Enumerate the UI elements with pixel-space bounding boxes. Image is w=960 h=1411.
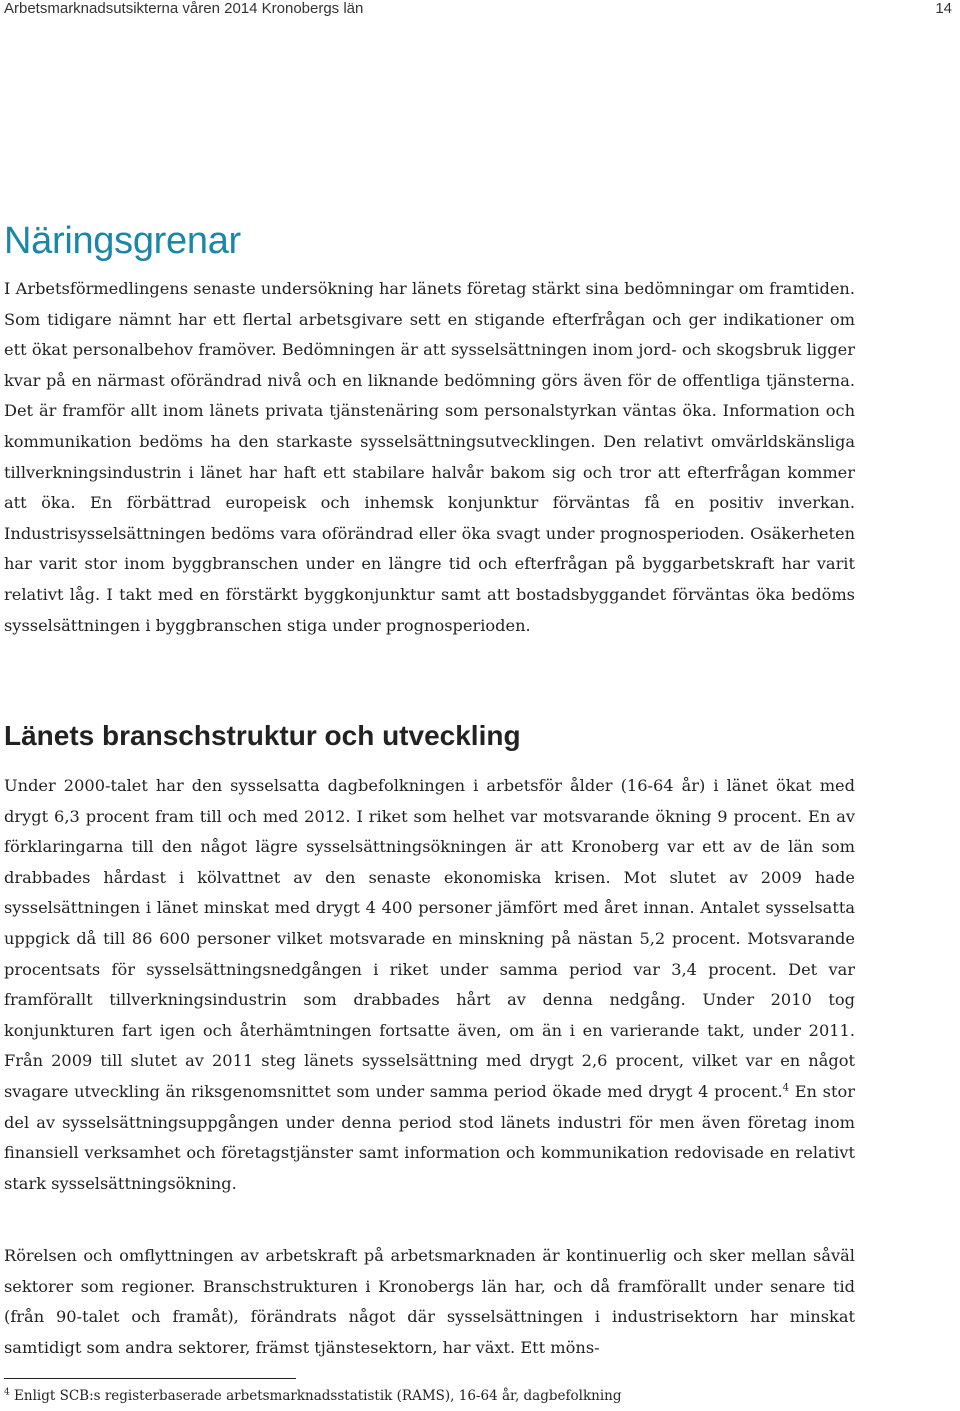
paragraph-text-continued: En stor del av sysselsättningsuppgången under denna period stod länets industri för men även företag inom finansiell verksamhet och företagstjänster samt information och kommunikation redovisade en relativt stark sysselsättningsökning. [4, 1081, 855, 1193]
running-header [4, 0, 952, 20]
paragraph-naringsgrenar: I Arbetsförmedlingens senaste undersökning har länets företag stärkt sina bedömningar om framtiden. Som tidigare nämnt har ett flertal arbetsgivare sett en stigande efterfrågan och ger indikationer om ett ökat personalbehov framöver. Bedömningen är att sysselsättningen inom jord- och skogsbruk ligger kvar på en närmast oförändrad nivå och en liknande bedömning görs även för de offentliga tjänsterna. Det är framför allt inom länets privata tjänstenäring som personalstyrkan väntas öka. Information och kommunikation bedöms ha den starkaste sysselsättningsutvecklingen. Den relativt omvärldskänsliga tillverkningsindustrin i länet har haft ett stabilare halvår bakom sig och tror att efterfrågan kommer att öka. En förbättrad europeisk och inhemsk konjunktur förväntas få en positiv inverkan. Industrisysselsättningen bedöms vara oförändrad eller öka svagt under prognosperioden. Osäkerheten har varit stor inom byggbranschen under en längre tid och efterfrågan på byggarbetskraft har varit relativt låg. I takt med en förstärkt byggkonjunktur samt att bostadsbyggandet förväntas öka bedöms sysselsättningen i byggbranschen stiga under prognosperioden. [4, 279, 855, 635]
document-title: Arbetsmarknadsutsikterna våren 2014 Kronobergs län [4, 0, 364, 17]
paragraph-branschstruktur-2: Rörelsen och omflyttningen av arbetskraft på arbetsmarknaden är kontinuerlig och sker mellan såväl sektorer som regioner. Branschstrukturen i Kronobergs län har, och då framförallt under senare tid (från 90-talet och framåt), förändrats något där sysselsättningen i industrisektorn har minskat samtidigt som andra sektorer, främst tjänstesektorn, har växt. Ett möns- [4, 1246, 855, 1357]
footnote-text: Enligt SCB:s registerbaserade arbetsmarknadsstatistik (RAMS), 16-64 år, dagbefolkning [9, 1388, 622, 1404]
section-heading-branschstruktur: Länets branschstruktur och utveckling [4, 720, 521, 751]
paragraph-text: Under 2000-talet har den sysselsatta dagbefolkningen i arbetsför ålder (16-64 år) i länet ökat med drygt 6,3 procent fram till och med 2012. I riket som helhet var motsvarande ökning 9 procent. En av förklaringarna till den något lägre sysselsättningsökningen är att Kronoberg var ett av de län som drabbades hårdast i kölvattnet av den senaste ekonomiska krisen. Mot slutet av 2009 hade sysselsättningen i länet minskat med drygt 4 400 personer jämfört med året innan. Antalet sysselsatta uppgick då till 86 600 personer vilket motsvarade en minskning på nästan 5,2 procent. Motsvarande procentsats för sysselsättningsnedgången i riket under samma period var 3,4 procent. Det var framförallt tillverkningsindustrin som drabbades hårt av denna nedgång. Under 2010 tog konjunkturen fart igen och återhämtningen fortsatte även, om än i en varierande takt, under 2011. Från 2009 till slutet av 2011 steg länets sysselsättning med drygt 2,6 procent, vilket var en något svagare utveckling än riksgenomsnittet som under samma period ökade med drygt 4 procent. [4, 776, 855, 1101]
page-number: 14 [935, 0, 952, 17]
footnote-number: 4 [4, 1387, 10, 1398]
footnote-divider [4, 1378, 296, 1379]
footnote [4, 1388, 621, 1404]
paragraph-branschstruktur-1 [4, 771, 855, 1199]
section-heading-naringsgrenar: Näringsgrenar [4, 220, 241, 262]
footnote-reference[interactable]: 4 [782, 1082, 790, 1094]
